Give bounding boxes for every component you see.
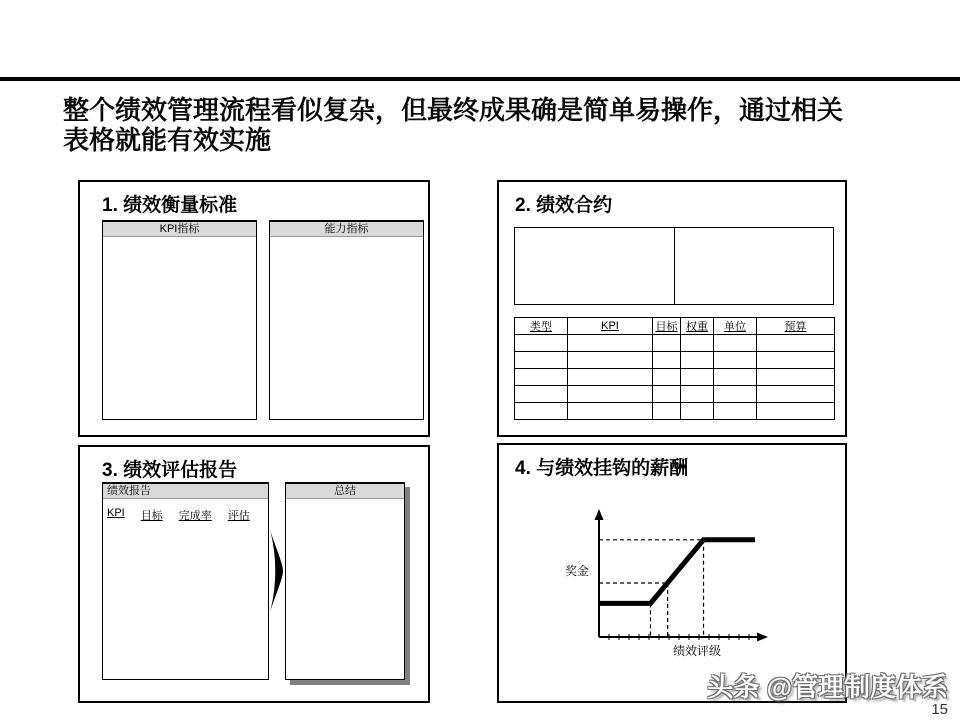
bonus-curve [599, 540, 755, 604]
contract-table-cell [714, 335, 757, 352]
contract-table-cell [681, 386, 714, 403]
panel-pay-title: 4. 与绩效挂钩的薪酬 [515, 458, 689, 479]
contract-split-box [514, 227, 834, 305]
contract-split-cell-left [515, 228, 675, 304]
contract-table-cell [653, 335, 681, 352]
contract-col-header: 类型 [515, 318, 568, 335]
contract-table-cell [568, 335, 653, 352]
contract-table-row [515, 335, 835, 352]
contract-table-cell [757, 403, 835, 420]
panel-performance-contract [497, 180, 847, 437]
contract-table-cell [681, 335, 714, 352]
contract-table-cell [653, 352, 681, 369]
performance-report-box-header: 绩效报告 [103, 484, 268, 499]
contract-table-cell [681, 403, 714, 420]
watermark-text: 头条 @管理制度体系 [707, 672, 948, 702]
report-column-headers [103, 499, 268, 523]
contract-table-cell [515, 369, 568, 386]
y-axis-arrow-icon [595, 509, 604, 520]
flow-arrow-icon [269, 530, 284, 612]
x-axis-arrow-icon [757, 633, 768, 642]
contract-table-head [515, 318, 835, 335]
panel-measure-standards [78, 180, 430, 437]
report-col-kpi: KPI [107, 507, 125, 519]
panel-performance-pay [497, 443, 847, 703]
summary-box [285, 482, 405, 680]
contract-table-row [515, 352, 835, 369]
contract-table-cell [681, 369, 714, 386]
contract-table-cell [653, 403, 681, 420]
report-col-evaluation: 评估 [227, 510, 250, 522]
x-axis-label: 绩效评级 [672, 644, 722, 658]
contract-col-header: 预算 [757, 318, 835, 335]
contract-table-cell [714, 386, 757, 403]
contract-table-cell [757, 386, 835, 403]
bonus-chart [499, 445, 849, 705]
contract-table-cell [653, 369, 681, 386]
contract-table-cell [714, 403, 757, 420]
contract-table-row [515, 386, 835, 403]
contract-table-cell [568, 369, 653, 386]
slide-title-line1: 整个绩效管理流程看似复杂，但最终成果确是简单易操作，通过相关 [63, 96, 844, 125]
slide-title [63, 96, 903, 156]
contract-col-header: KPI [568, 318, 653, 335]
y-axis-label: 奖金 [564, 564, 589, 578]
contract-table-cell [714, 369, 757, 386]
panel-report-title: 3. 绩效评估报告 [102, 460, 238, 481]
contract-table-cell [757, 369, 835, 386]
performance-report-box [102, 482, 269, 680]
contract-table-cell [568, 403, 653, 420]
contract-table-cell [653, 386, 681, 403]
panel-evaluation-report [78, 445, 430, 703]
panel-contract-title: 2. 绩效合约 [515, 195, 613, 216]
panel-measure-title: 1. 绩效衡量标准 [102, 195, 238, 216]
contract-table-cell [714, 352, 757, 369]
contract-table-row [515, 369, 835, 386]
kpi-indicators-box-header: KPI指标 [103, 222, 256, 237]
ability-indicators-box [269, 220, 424, 420]
contract-split-cell-right [675, 228, 834, 304]
contract-col-header: 权重 [681, 318, 714, 335]
contract-table-cell [568, 352, 653, 369]
contract-table [514, 317, 835, 420]
contract-table-cell [515, 386, 568, 403]
contract-table-cell [515, 352, 568, 369]
report-col-target: 目标 [140, 510, 163, 522]
contract-table-cell [681, 352, 714, 369]
contract-table-body [515, 335, 835, 420]
top-divider-rule [0, 77, 960, 81]
slide-title-line2: 表格就能有效实施 [63, 126, 272, 155]
ability-indicators-box-header: 能力指标 [270, 222, 423, 237]
contract-table-cell [757, 335, 835, 352]
contract-table-cell [515, 335, 568, 352]
page-number: 15 [931, 701, 948, 718]
contract-table-header-row [515, 318, 835, 335]
contract-table-cell [515, 403, 568, 420]
report-col-completion: 完成率 [178, 510, 212, 522]
summary-box-header: 总结 [286, 484, 404, 499]
kpi-indicators-box [102, 220, 257, 420]
contract-table-cell [757, 352, 835, 369]
contract-col-header: 目标 [653, 318, 681, 335]
contract-table-row [515, 403, 835, 420]
contract-col-header: 单位 [714, 318, 757, 335]
contract-table-cell [568, 386, 653, 403]
